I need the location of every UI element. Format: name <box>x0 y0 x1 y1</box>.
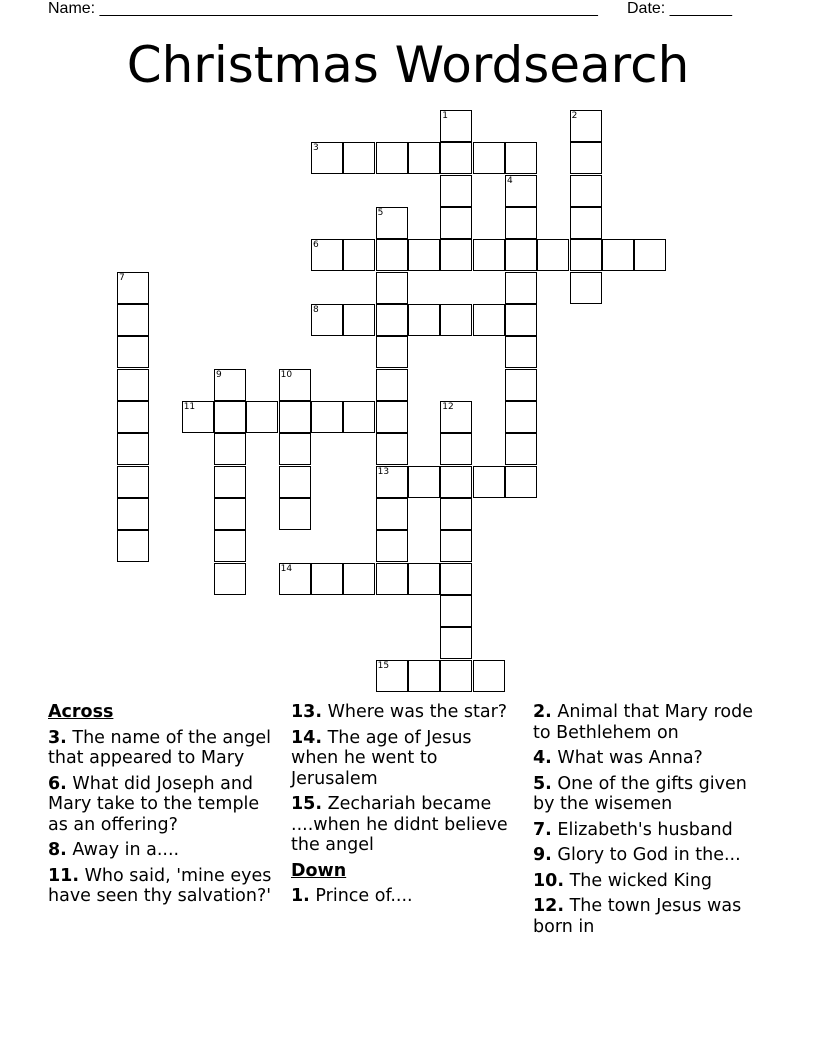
clue-across-11 <box>48 866 280 907</box>
grid-cell <box>440 466 472 498</box>
grid-cell <box>570 175 602 207</box>
clue-down-5 <box>533 774 765 815</box>
clue-number: 3. <box>48 727 67 748</box>
clue-column-1 <box>48 702 280 912</box>
name-field-line: Name: ________________________________________________________ <box>48 0 598 17</box>
grid-cell <box>440 660 472 692</box>
grid-cell <box>376 498 408 530</box>
clue-down-2 <box>533 702 765 743</box>
clue-across-13 <box>291 702 523 723</box>
grid-cell <box>311 401 343 433</box>
clue-number: 6. <box>48 773 67 794</box>
cell-number: 2 <box>571 111 578 121</box>
grid-cell <box>408 239 440 271</box>
clue-text: The wicked King <box>569 870 712 891</box>
grid-cell <box>473 660 505 692</box>
grid-cell <box>440 142 472 174</box>
grid-cell <box>343 563 375 595</box>
grid-cell <box>505 239 537 271</box>
grid-cell <box>376 336 408 368</box>
grid-cell <box>440 239 472 271</box>
grid-cell <box>376 401 408 433</box>
clue-text: Prince of.... <box>315 886 413 906</box>
clue-number: 15. <box>291 794 323 814</box>
grid-cell <box>311 304 343 336</box>
grid-cell <box>214 466 246 498</box>
clue-across-3 <box>48 728 280 769</box>
grid-cell <box>537 239 569 271</box>
down-heading: Down <box>291 860 347 881</box>
clue-across-15 <box>291 794 523 856</box>
grid-cell <box>408 563 440 595</box>
cell-number: 11 <box>183 402 196 412</box>
grid-cell <box>376 304 408 336</box>
clue-text: Zechariah became ....when he didnt believe the angel <box>291 794 508 855</box>
clue-number: 5. <box>533 773 552 794</box>
grid-cell <box>570 207 602 239</box>
cell-number: 4 <box>507 175 513 186</box>
grid-cell <box>440 304 472 336</box>
cell-number: 10 <box>280 369 293 380</box>
date-field-line: Date: _______ <box>627 0 732 17</box>
grid-cell <box>505 336 537 368</box>
grid-cell <box>182 401 214 433</box>
grid-cell <box>440 110 472 142</box>
grid-cell <box>408 304 440 336</box>
cell-number: 15 <box>377 660 390 671</box>
grid-cell <box>440 563 472 595</box>
clue-text: Away in a.... <box>72 840 180 860</box>
grid-cell <box>117 498 149 530</box>
grid-cell <box>214 433 246 465</box>
grid-cell <box>279 433 311 465</box>
clue-number: 9. <box>533 845 552 865</box>
grid-cell <box>117 401 149 433</box>
grid-cell <box>505 433 537 465</box>
clue-number: 13. <box>291 702 323 722</box>
grid-cell <box>311 563 343 595</box>
grid-cell <box>376 239 408 271</box>
clue-number: 8. <box>48 840 67 860</box>
grid-cell <box>279 498 311 530</box>
clue-number: 7. <box>533 819 552 840</box>
grid-cell <box>408 142 440 174</box>
clue-text: Where was the star? <box>327 702 508 722</box>
grid-cell <box>473 304 505 336</box>
grid-cell <box>117 336 149 368</box>
clue-text: The name of the angel that appeared to Mary <box>48 727 271 768</box>
clue-text: What did Joseph and Mary take to the temple as an offering? <box>48 773 260 835</box>
cell-number: 14 <box>280 563 293 574</box>
grid-cell <box>570 272 602 304</box>
grid-cell <box>214 369 246 401</box>
grid-cell <box>473 142 505 174</box>
grid-cell <box>440 433 472 465</box>
grid-cell <box>440 627 472 659</box>
clue-down-1 <box>291 886 523 907</box>
grid-cell <box>408 466 440 498</box>
cell-number: 13 <box>377 466 390 477</box>
clue-text: What was Anna? <box>557 748 703 768</box>
grid-cell <box>214 498 246 530</box>
grid-cell <box>376 530 408 562</box>
grid-cell <box>570 110 602 142</box>
clue-column-2 <box>291 702 523 912</box>
clue-number: 10. <box>533 870 565 891</box>
clue-text: Glory to God in the... <box>557 845 741 865</box>
clue-down-12 <box>533 896 765 937</box>
clue-across-8 <box>48 840 280 861</box>
grid-cell <box>117 304 149 336</box>
grid-cell <box>246 401 278 433</box>
grid-cell <box>505 466 537 498</box>
clue-number: 14. <box>291 727 323 748</box>
grid-cell <box>473 239 505 271</box>
clue-down-9 <box>533 845 765 866</box>
cell-number: 8 <box>313 305 319 315</box>
grid-cell <box>117 433 149 465</box>
grid-cell <box>279 401 311 433</box>
grid-cell <box>376 563 408 595</box>
grid-cell <box>376 369 408 401</box>
cell-number: 5 <box>377 208 384 218</box>
grid-cell <box>505 175 537 207</box>
clue-text: One of the gifts given by the wisemen <box>533 773 747 814</box>
grid-cell <box>117 530 149 562</box>
cell-number: 6 <box>313 240 319 251</box>
grid-cell <box>505 272 537 304</box>
grid-cell <box>440 175 472 207</box>
clue-across-14 <box>291 728 523 790</box>
grid-cell <box>279 563 311 595</box>
grid-cell <box>117 272 149 304</box>
clue-number: 2. <box>533 702 552 722</box>
clue-text: Animal that Mary rode to Bethlehem on <box>533 702 753 743</box>
grid-cell <box>505 207 537 239</box>
clue-number: 1. <box>291 886 310 906</box>
across-heading: Across <box>48 702 114 722</box>
grid-cell <box>343 239 375 271</box>
grid-cell <box>505 304 537 336</box>
grid-cell <box>376 207 408 239</box>
grid-cell <box>311 142 343 174</box>
clue-number: 12. <box>533 896 565 916</box>
cell-number: 1 <box>442 111 449 121</box>
grid-cell <box>343 304 375 336</box>
cell-number: 9 <box>216 369 222 380</box>
grid-cell <box>440 530 472 562</box>
clue-number: 11. <box>48 865 80 886</box>
grid-cell <box>376 272 408 304</box>
grid-cell <box>376 433 408 465</box>
grid-cell <box>376 466 408 498</box>
grid-cell <box>440 498 472 530</box>
clue-down-7 <box>533 820 765 841</box>
grid-cell <box>279 369 311 401</box>
grid-cell <box>376 142 408 174</box>
grid-cell <box>214 401 246 433</box>
grid-cell <box>505 401 537 433</box>
grid-cell <box>602 239 634 271</box>
grid-cell <box>214 530 246 562</box>
grid-cell <box>634 239 666 271</box>
clue-down-10 <box>533 871 765 892</box>
grid-cell <box>440 207 472 239</box>
clue-text: Elizabeth's husband <box>557 819 733 840</box>
grid-cell <box>440 595 472 627</box>
grid-cell <box>440 401 472 433</box>
grid-cell <box>505 369 537 401</box>
grid-cell <box>376 660 408 692</box>
grid-cell <box>570 239 602 271</box>
grid-cell <box>473 466 505 498</box>
cell-number: 3 <box>313 143 319 154</box>
cell-number: 7 <box>119 272 125 283</box>
clue-text: The age of Jesus when he went to Jerusalem <box>291 727 472 789</box>
clue-column-3 <box>533 702 765 942</box>
clue-text: The town Jesus was born in <box>533 896 742 937</box>
grid-cell <box>505 142 537 174</box>
grid-cell <box>570 142 602 174</box>
grid-cell <box>117 369 149 401</box>
clue-across-6 <box>48 774 280 836</box>
grid-cell <box>408 660 440 692</box>
grid-cell <box>214 563 246 595</box>
grid-cell <box>117 466 149 498</box>
clue-number: 4. <box>533 748 552 768</box>
cell-number: 12 <box>442 402 454 412</box>
grid-cell <box>279 466 311 498</box>
page-title: Christmas Wordsearch <box>126 36 690 94</box>
clue-text: Who said, 'mine eyes have seen thy salvation?' <box>48 865 272 906</box>
clue-down-4 <box>533 748 765 769</box>
grid-cell <box>311 239 343 271</box>
grid-cell <box>343 401 375 433</box>
grid-cell <box>343 142 375 174</box>
